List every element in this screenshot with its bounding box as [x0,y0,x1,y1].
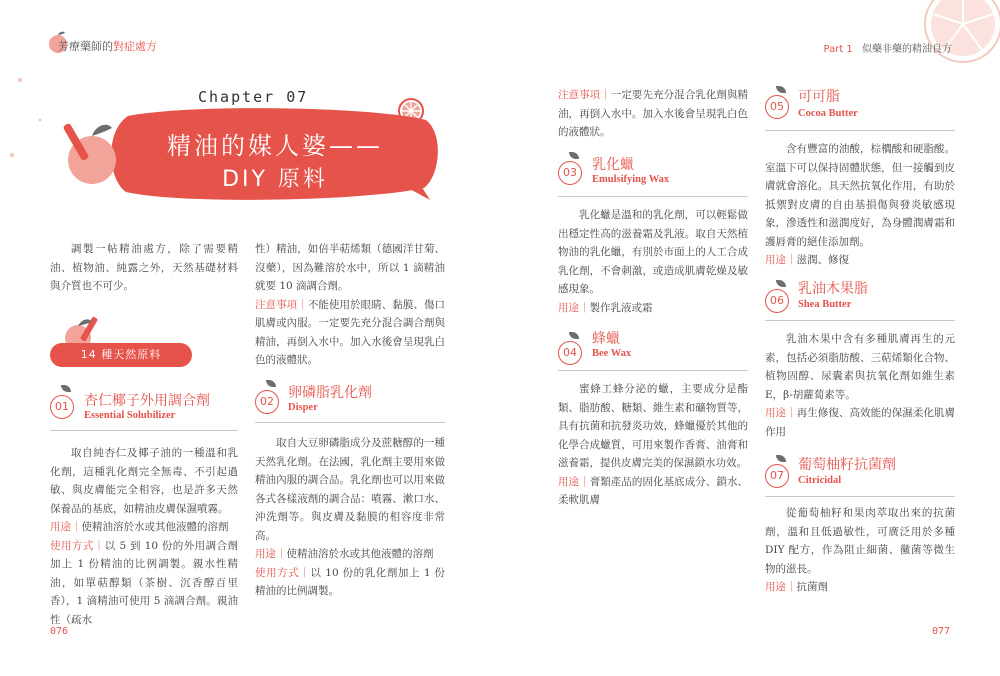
item-number-badge: 03 [558,161,582,185]
use-label: 用途 [558,475,580,488]
section-pill: 14 種天然原料 [50,343,192,367]
item-en-title: Disper [288,402,318,413]
leaf-icon [776,86,786,93]
use-label: 用途 [765,407,787,419]
chapter-title-line2: DIY 原料 [222,167,328,192]
intro-text: 調製一帖精油處方，除了需要精油、植物油、純露之外，天然基礎材料與介質也不可少。 [50,243,238,292]
leaf-icon [776,455,786,462]
method-text-continued: 性）精油，如倍半萜烯類（德國洋甘菊、沒藥），因為難溶於水中，所以 1 滴精油就要 10 滴調合劑。 [255,243,445,292]
item-number-badge: 02 [255,390,279,414]
use-text: 製作乳液或霜 [589,301,653,314]
item-number-badge: 06 [765,289,789,313]
item-title: 葡萄柚籽抗菌劑 [798,457,896,473]
item-title: 乳化蠟 [592,157,634,173]
use-text: 使精油溶於水或其他液體的溶劑 [81,521,229,533]
divider [558,370,748,371]
item-body: 取自純杏仁及椰子油的一種溫和乳化劑，這種乳化劑完全無毒、不引起過敏、與皮膚能完全相容，也是許多天然保養品的基底，如精油皮膚保濕噴霧。 用途｜使精油溶於水或其他液體的溶劑 使用方式｜以 5 到 10 份的外用調合劑加上 1 份精油的比例調製。親水性精油，如單萜醇類（茶樹、沉香醇百里香），1 滴精油可使用 5 滴調合劑。親油性（疏水 [50,444,238,629]
item-number-badge: 01 [50,395,74,419]
item-description: 取自純杏仁及椰子油的一種溫和乳化劑，這種乳化劑完全無毒、不引起過敏、與皮膚能完全相容，也是許多天然保養品的基底，如精油皮膚保濕噴霧。 [50,447,238,515]
leaf-icon [569,332,579,339]
dots-decoration [0,60,60,180]
item-body: 取自大豆卵磷脂成分及蔗糖醇的一種天然乳化劑。在法國，乳化劑主要用來做精油內服的調合品。乳化劑也可以用來做各式各樣液劑的調合品：噴霧、漱口水、沖洗劑等。與皮膚及黏膜的相容度非常高。 用途｜使精油溶於水或其他液體的溶劑 使用方式｜以 10 份的乳化劑加上 1 份精油的比例調製。 [255,434,445,601]
item-description: 乳化蠟是溫和的乳化劑，可以輕鬆做出穩定性高的滋養霜及乳液。取自天然植物油的乳化蠟，有別於市面上的人工合成乳化劑，不會刺激，或造成肌膚乾燥及敏感現象。 [558,209,748,295]
use-text: 滋潤、修復 [796,254,849,266]
divider [50,430,238,431]
header-title-accent: 對症處方 [113,40,157,53]
item-description: 從葡萄柚籽和果肉萃取出來的抗菌劑，溫和且低過敏性，可廣泛用於多種 DIY 配方，作為阻止細菌、黴菌等微生物的滋長。 [765,507,955,575]
item-en-title: Citricidal [798,475,842,486]
item-title: 卵磷脂乳化劑 [288,385,372,401]
item-en-title: Emulsifying Wax [592,174,670,185]
item-body-continued: 注意事項｜一定要先充分混合乳化劑與精油，再倒入水中。加入水後會呈現乳白色的液體狀。 [558,89,749,138]
method-text: 以 10 份的乳化劑加上 1 份精油的比例調製。 [255,566,446,597]
header-part-label: Part 1 [823,44,853,55]
item-en-title: Cocoa Butter [798,108,858,119]
running-header-left [58,38,157,54]
item-body: 含有豐富的油酸，棕櫚酸和硬脂酸。室溫下可以保持固體狀態，但一接觸到皮膚就會溶化。具天然抗氧化作用，有助於抵禦對皮膚的自由基損傷與發炎敏感現象，滲透性和滋潤度好，為身體潤膚霜和護唇膏的絕佳添加劑。 用途｜滋潤、修復 [765,140,955,270]
leaf-icon [569,152,579,159]
header-part-title: 似藥非藥的精油良方 [862,44,952,55]
use-label: 用途 [765,581,786,593]
note-text: 不能使用於眼睛、黏膜、傷口肌膚或內服。一定要先充分混合調合劑與精油，再倒入水中。加入水後會呈現乳白色的液體狀。 [255,298,446,366]
item-en-title: Shea Butter [798,299,852,310]
use-text: 再生修復、高效能的保濕柔化肌膚作用 [765,407,956,438]
running-header-right [824,40,952,55]
item-number-badge: 04 [558,341,582,365]
chapter-title-line1: 精油的媒人婆—— [167,132,383,160]
divider [255,422,445,423]
item-description: 蜜蜂工蜂分泌的蠟，主要成分是酯類、脂肪酸、糖類、維生素和礦物質等，具有抗菌和抗發炎功效，蜂蠟優於其他的化學合成蠟質，可用來製作香膏、油膏和滋養霜，提供皮膚完美的保濕鎖水功效。 [558,383,748,469]
leaf-icon [776,280,786,287]
item-title: 乳油木果脂 [798,281,868,297]
note-text: 一定要先充分混合乳化劑與精油，再倒入水中。加入水後會呈現乳白色的液體狀。 [558,89,749,138]
header-title-prefix: 芳療藥師的 [58,40,113,53]
note-label: 注意事項 [558,89,601,101]
intro-paragraph [50,240,238,296]
leaf-icon [61,385,71,392]
item-body: 乳油木果中含有多種肌膚再生的元素，包括必須脂肪酸、三萜烯類化合物、植物固醇、尿囊素與抗氧化劑如維生素 E，β-胡蘿蔔素等。 用途｜再生修復、高效能的保濕柔化肌膚作用 [765,330,955,441]
item-body: 從葡萄柚籽和果肉萃取出來的抗菌劑，溫和且低過敏性，可廣泛用於多種 DIY 配方，作為阻止細菌、黴菌等微生物的滋長。 用途｜抗菌劑 [765,504,955,597]
item-title: 可可脂 [798,89,840,105]
item-en-title: Essential Solubilizer [84,410,176,421]
note-label: 注意事項 [255,298,298,311]
use-label: 用途 [255,548,276,560]
item-description: 取自大豆卵磷脂成分及蔗糖醇的一種天然乳化劑。在法國，乳化劑主要用來做精油內服的調合品。乳化劑也可以用來做各式各樣液劑的調合品：噴霧、漱口水、沖洗劑等。與皮膚及黏膜的相容度非常高。 [255,437,445,542]
item-en-title: Bee Wax [592,348,632,359]
method-label: 使用方式 [255,566,300,579]
item-title: 杏仁椰子外用調合劑 [84,393,210,409]
divider [765,130,955,131]
use-label: 用途 [765,254,786,266]
method-label: 使用方式 [50,539,94,552]
method-text: 以 5 到 10 份的外用調合劑加上 1 份精油的比例調製。親水性精油，如單萜醇類（茶樹、沉香醇百里香），1 滴精油可使用 5 滴調合劑。親油性（疏水 [50,539,239,626]
page-number-left: 076 [50,626,69,637]
item-body: 乳化蠟是溫和的乳化劑，可以輕鬆做出穩定性高的滋養霜及乳液。取自天然植物油的乳化蠟，有別於市面上的人工合成乳化劑，不會刺激，或造成肌膚乾燥及敏感現象。 用途｜製作乳液或霜 [558,206,748,317]
orange-slice-icon [918,0,1000,68]
item-title: 蜂蠟 [592,331,620,347]
item-description: 乳油木果中含有多種肌膚再生的元素，包括必須脂肪酸、三萜烯類化合物、植物固醇、尿囊素與抗氧化劑如維生素 E，β-胡蘿蔔素等。 [765,333,955,401]
item-number-badge: 07 [765,464,789,488]
tangerine-icon [56,112,128,192]
divider [558,196,748,197]
page-number-right: 077 [932,626,951,637]
use-text: 使精油溶於水或其他液體的溶劑 [286,548,434,560]
leaf-icon [266,380,276,387]
use-label: 用途 [558,301,579,314]
item-number-badge: 05 [765,95,789,119]
divider [765,496,955,497]
item-body: 蜜蜂工蜂分泌的蠟，主要成分是酯類、脂肪酸、糖類、維生素和礦物質等，具有抗菌和抗發炎功效，蜂蠟優於其他的化學合成蠟質，可用來製作香膏、油膏和滋養霜，提供皮膚完美的保濕鎖水功效。 用途｜膏類產品的固化基底成分、鎖水、柔軟肌膚 [558,380,748,510]
use-label: 用途 [50,521,71,533]
item-description: 含有豐富的油酸，棕櫚酸和硬脂酸。室溫下可以保持固體狀態，但一接觸到皮膚就會溶化。具天然抗氧化作用，有助於抵禦對皮膚的自由基損傷與發炎敏感現象，滲透性和滋潤度好，為身體潤膚霜和護唇膏的絕佳添加劑。 [765,143,955,248]
use-text: 膏類產品的固化基底成分、鎖水、柔軟肌膚 [558,475,749,506]
chapter-label: Chapter 07 [198,88,309,106]
use-text: 抗菌劑 [796,581,828,593]
divider [765,320,955,321]
item-body-continued: 性）精油，如倍半萜烯類（德國洋甘菊、沒藥），因為難溶於水中，所以 1 滴精油就要 10 滴調合劑。 注意事項｜不能使用於眼睛、黏膜、傷口肌膚或內服。一定要先充分混合調合劑與精油，再倒入水中。加入水後會呈現乳白色的液體狀。 [255,240,445,370]
